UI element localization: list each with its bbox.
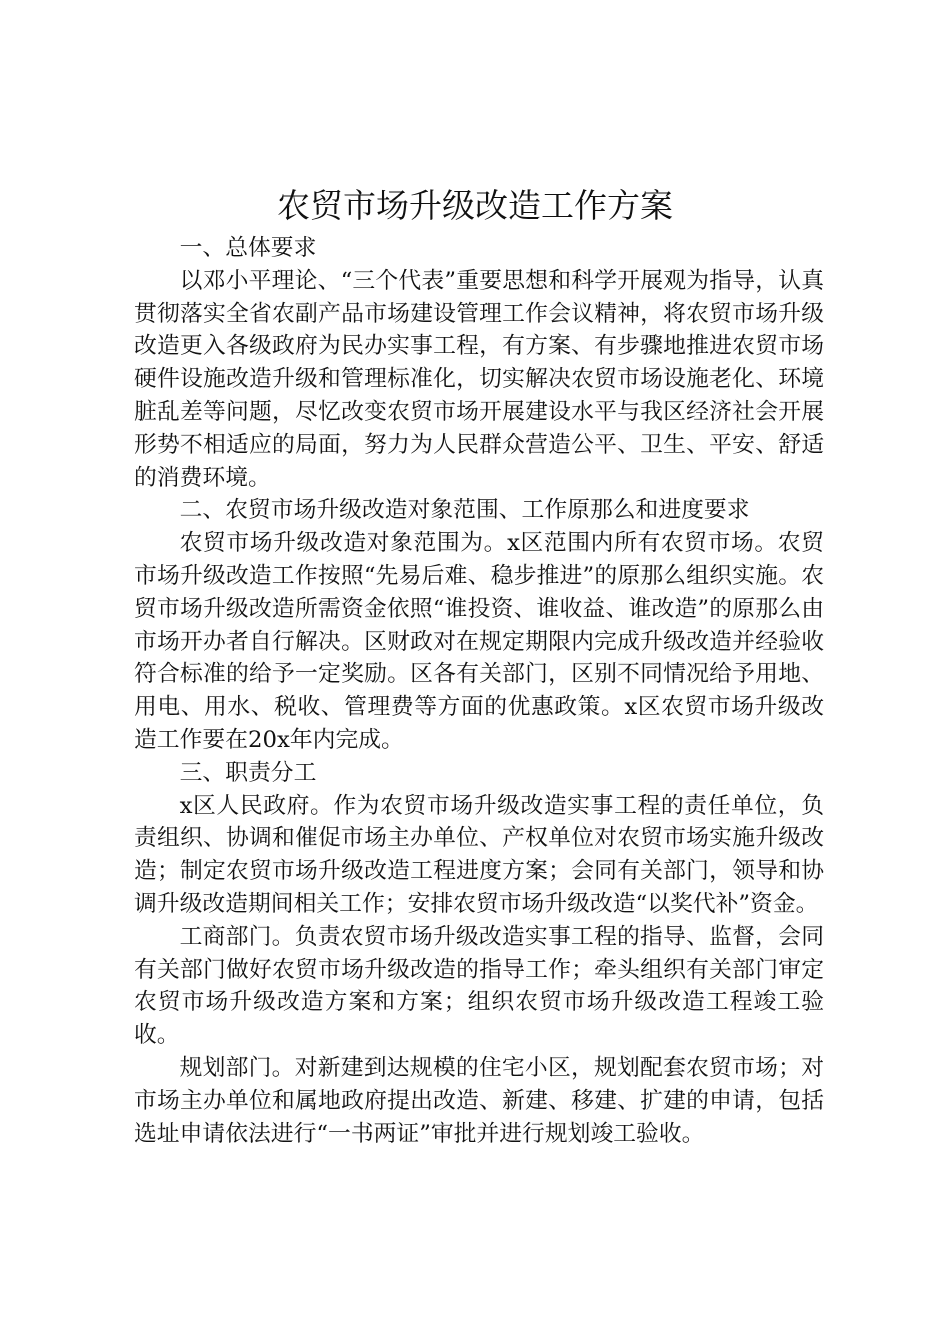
paragraph-district-government: x区人民政府。作为农贸市场升级改造实事工程的责任单位，负责组织、协调和催促市场主办单位、产权单位对农贸市场实施升级改造；制定农贸市场升级改造工程进度方案；会同有关部门，领导和协调升级改造期间相关工作；安排农贸市场升级改造“以奖代补”资金。 xyxy=(134,792,824,917)
paragraph-industry-commerce: 工商部门。负责农贸市场升级改造实事工程的指导、监督，会同有关部门做好农贸市场升级改造的指导工作；牵头组织有关部门审定农贸市场升级改造方案和方案；组织农贸市场升级改造工程竣工验收。 xyxy=(134,923,824,1049)
paragraph-planning-department: 规划部门。对新建到达规模的住宅小区，规划配套农贸市场；对市场主办单位和属地政府提出改造、新建、移建、扩建的申请，包括选址申请依法进行“一书两证”审批并进行规划竣工验收。 xyxy=(134,1054,824,1147)
section-heading-1: 一、总体要求 xyxy=(179,235,317,261)
document-title: 农贸市场升级改造工作方案 xyxy=(277,186,673,225)
paragraph-general-requirements: 以邓小平理论、“三个代表”重要思想和科学开展观为指导，认真贯彻落实全省农副产品市场建设管理工作会议精神，将农贸市场升级改造更入各级政府为民办实事工程，有方案、有步骤地推进农贸市场硬件设施改造升级和管理标准化，切实解决农贸市场设施老化、环境脏乱差等问题，尽忆改变农贸市场开展建设水平与我区经济社会开展形势不相适应的局面，努力为人民群众营造公平、卫生、平安、舒适的消费环境。 xyxy=(134,267,824,491)
section-heading-3: 三、职责分工 xyxy=(179,759,317,786)
section-heading-2: 二、农贸市场升级改造对象范围、工作原那么和进度要求 xyxy=(179,497,750,524)
document-body xyxy=(134,232,824,1150)
paragraph-scope-and-principles: 农贸市场升级改造对象范围为。x区范围内所有农贸市场。农贸市场升级改造工作按照“先易后难、稳步推进”的原那么组织实施。农贸市场升级改造所需资金依照“谁投资、谁收益、谁改造”的原那么由市场开办者自行解决。区财政对在规定期限内完成升级改造并经验收符合标准的给予一定奖励。区各有关部门，区别不同情况给予用地、用电、用水、税收、管理费等方面的优惠政策。x区农贸市场升级改造工作要在20x年内完成。 xyxy=(134,530,824,753)
